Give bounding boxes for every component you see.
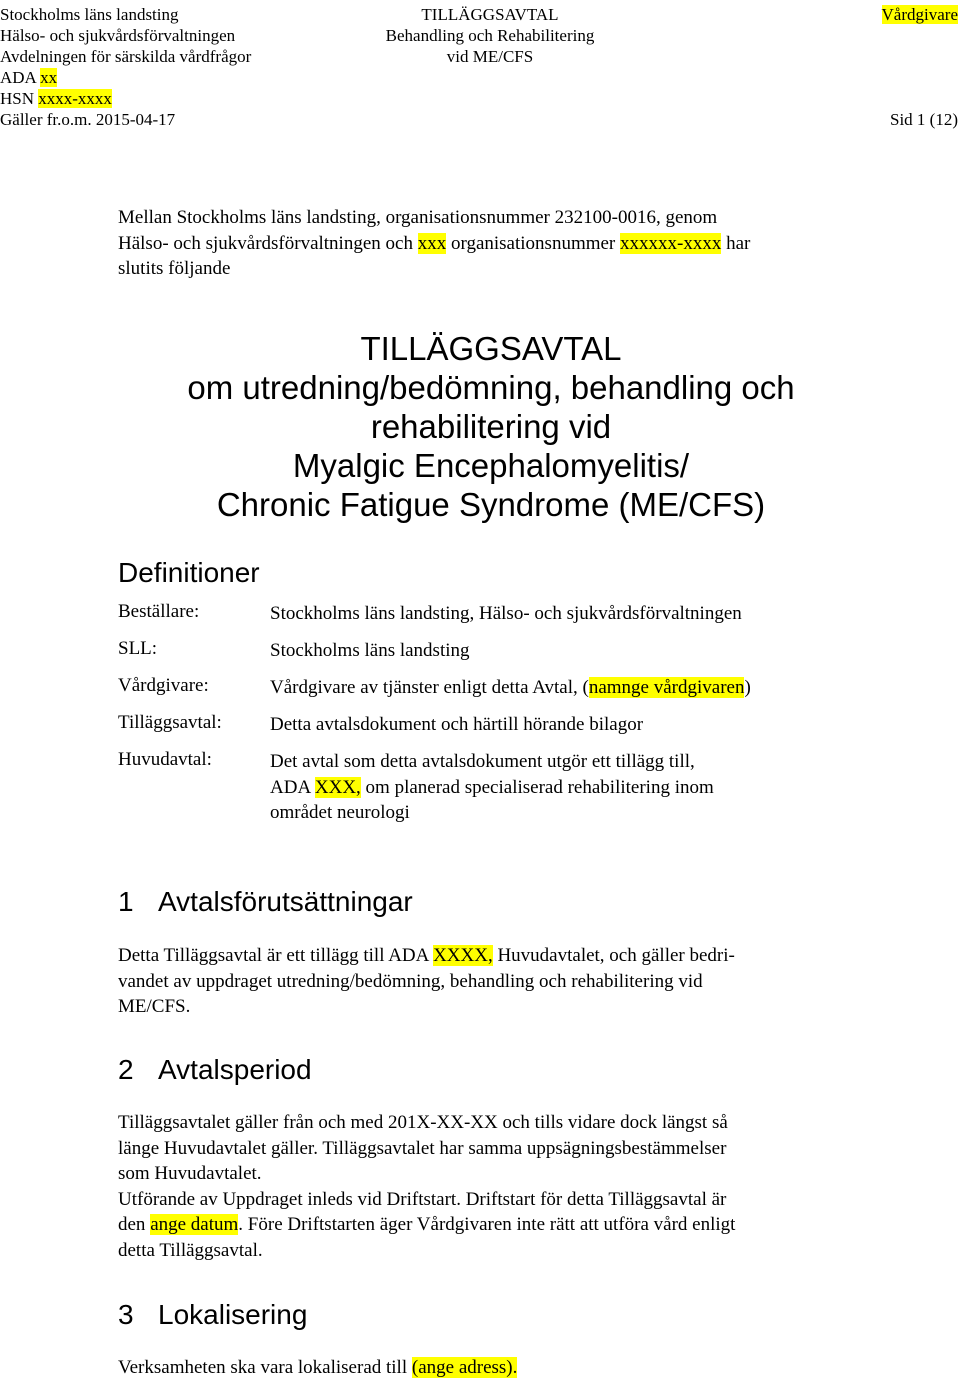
header-dept-line: Hälso- och sjukvårdsförvaltningen [0,26,236,45]
header-recipient-tag [882,4,958,25]
definition-term: Beställare: [118,601,200,622]
hsn-code-highlight: xxxx-xxxx [38,89,112,108]
section-3-paragraph [118,1355,853,1381]
section-title: Lokalisering [158,1299,308,1330]
placeholder-highlight: (ange adress). [411,1357,518,1378]
text-line: som Huvudavtalet. [118,1163,262,1184]
intro-paragraph [118,205,853,282]
intro-line [118,231,853,257]
section-2-paragraph [118,1110,853,1263]
intro-line: Mellan Stockholms läns landsting, organisationsnummer 232100-0016, genom [118,207,718,228]
title-line: rehabilitering vid [370,408,612,445]
text-run: ADA [270,776,315,798]
definition-term: Huvudavtal: [118,749,212,770]
header-doc-scope: vid ME/CFS [446,47,534,66]
text-run: Huvudavtalet, och gäller bedri- [492,945,735,966]
definition-value [270,675,751,701]
header-org-block [0,4,251,130]
section-heading [118,1053,312,1087]
text-run: om planerad specialiserad rehabilitering inom [360,776,714,798]
ada-code-highlight: xx [40,68,58,87]
recipient-tag-highlight: Vårdgivare [881,5,958,24]
text-line [118,1212,853,1238]
header-center-block [372,4,608,67]
text-line: vandet av uppdraget utredning/bedömning, behandling och rehabilitering vid [118,970,703,992]
text-line: Utförande av Uppdraget inleds vid Driftstart. Driftstart för detta Tilläggsavtal är [118,1188,727,1210]
definition-value [270,749,714,826]
text-run: . Före Driftstarten äger Vårdgivaren inte rätt att utföra vård enligt [238,1214,736,1235]
placeholder-highlight: xxxxxx-xxxx [620,232,722,254]
intro-line: slutits följande [118,258,231,279]
definition-term: Tilläggsavtal: [118,712,222,733]
placeholder-highlight: xxx [417,232,447,254]
header-hsn-line [0,88,251,109]
section-number: 3 [118,1299,134,1330]
text-run: organisationsnummer [446,232,621,254]
section-title: Avtalsperiod [158,1054,312,1085]
text-run: Vårdgivare av tjänster enligt detta Avtal, ( [270,677,589,698]
hsn-prefix: HSN [0,89,39,108]
header-org-line: Stockholms läns landsting [0,5,179,24]
text-line: detta Tilläggsavtal. [118,1239,263,1261]
section-title: Avtalsförutsättningar [158,886,413,917]
title-line: Myalgic Encephalomyelitis/ [292,447,690,484]
section-number: 2 [118,1054,134,1085]
ada-prefix: ADA [0,68,41,87]
text-line [118,1355,853,1381]
header-doc-type: TILLÄGGSAVTAL [421,5,559,24]
text-line: Tilläggsavtalet gäller från och med 201X-XX-XX och tills vidare dock längst så [118,1112,728,1133]
section-heading [118,885,413,919]
page-number: Sid 1 (12) [890,110,958,129]
text-line: ME/CFS. [118,996,191,1017]
placeholder-highlight: ange datum [150,1214,239,1235]
text-run: har [721,232,751,254]
definitions-heading: Definitioner [118,557,260,588]
text-line: området neurologi [270,802,410,823]
text-line [270,775,714,801]
header-valid-from: Gäller fr.o.m. 2015-04-17 [0,110,176,129]
text-line [118,943,853,969]
placeholder-highlight: XXXX, [433,945,493,966]
text-run: ) [744,677,751,698]
title-line: TILLÄGGSAVTAL [360,330,622,367]
definition-term: SLL: [118,638,158,659]
text-line: Det avtal som detta avtalsdokument utgör ett tillägg till, [270,751,695,772]
header-ada-line [0,67,251,88]
section-heading [118,1298,307,1332]
text-run: Verksamheten ska vara lokaliserad till [118,1357,412,1378]
definition-value: Stockholms läns landsting, Hälso- och sjukvårdsförvaltningen [270,603,742,624]
section-number: 1 [118,886,134,917]
section-1-paragraph [118,943,853,1020]
definition-value: Detta avtalsdokument och härtill hörande bilagor [270,714,644,735]
definition-value: Stockholms läns landsting [270,640,470,661]
definition-term: Vårdgivare: [118,675,209,696]
placeholder-highlight: namnge vårdgivaren [588,677,745,698]
title-line: om utredning/bedömning, behandling och [187,369,795,406]
text-run: den [118,1214,151,1235]
text-run: Hälso- och sjukvårdsförvaltningen och [118,232,418,254]
text-line: länge Huvudavtalet gäller. Tilläggsavtalet har samma uppsägningsbestämmelser [118,1137,727,1159]
header-division-line: Avdelningen för särskilda vårdfrågor [0,47,252,66]
text-run: Detta Tilläggsavtal är ett tillägg till ADA [118,945,434,966]
agreement-title [0,329,960,524]
placeholder-highlight: XXX, [314,776,361,798]
title-line: Chronic Fatigue Syndrome (ME/CFS) [216,486,766,523]
header-doc-subject: Behandling och Rehabilitering [385,26,595,45]
